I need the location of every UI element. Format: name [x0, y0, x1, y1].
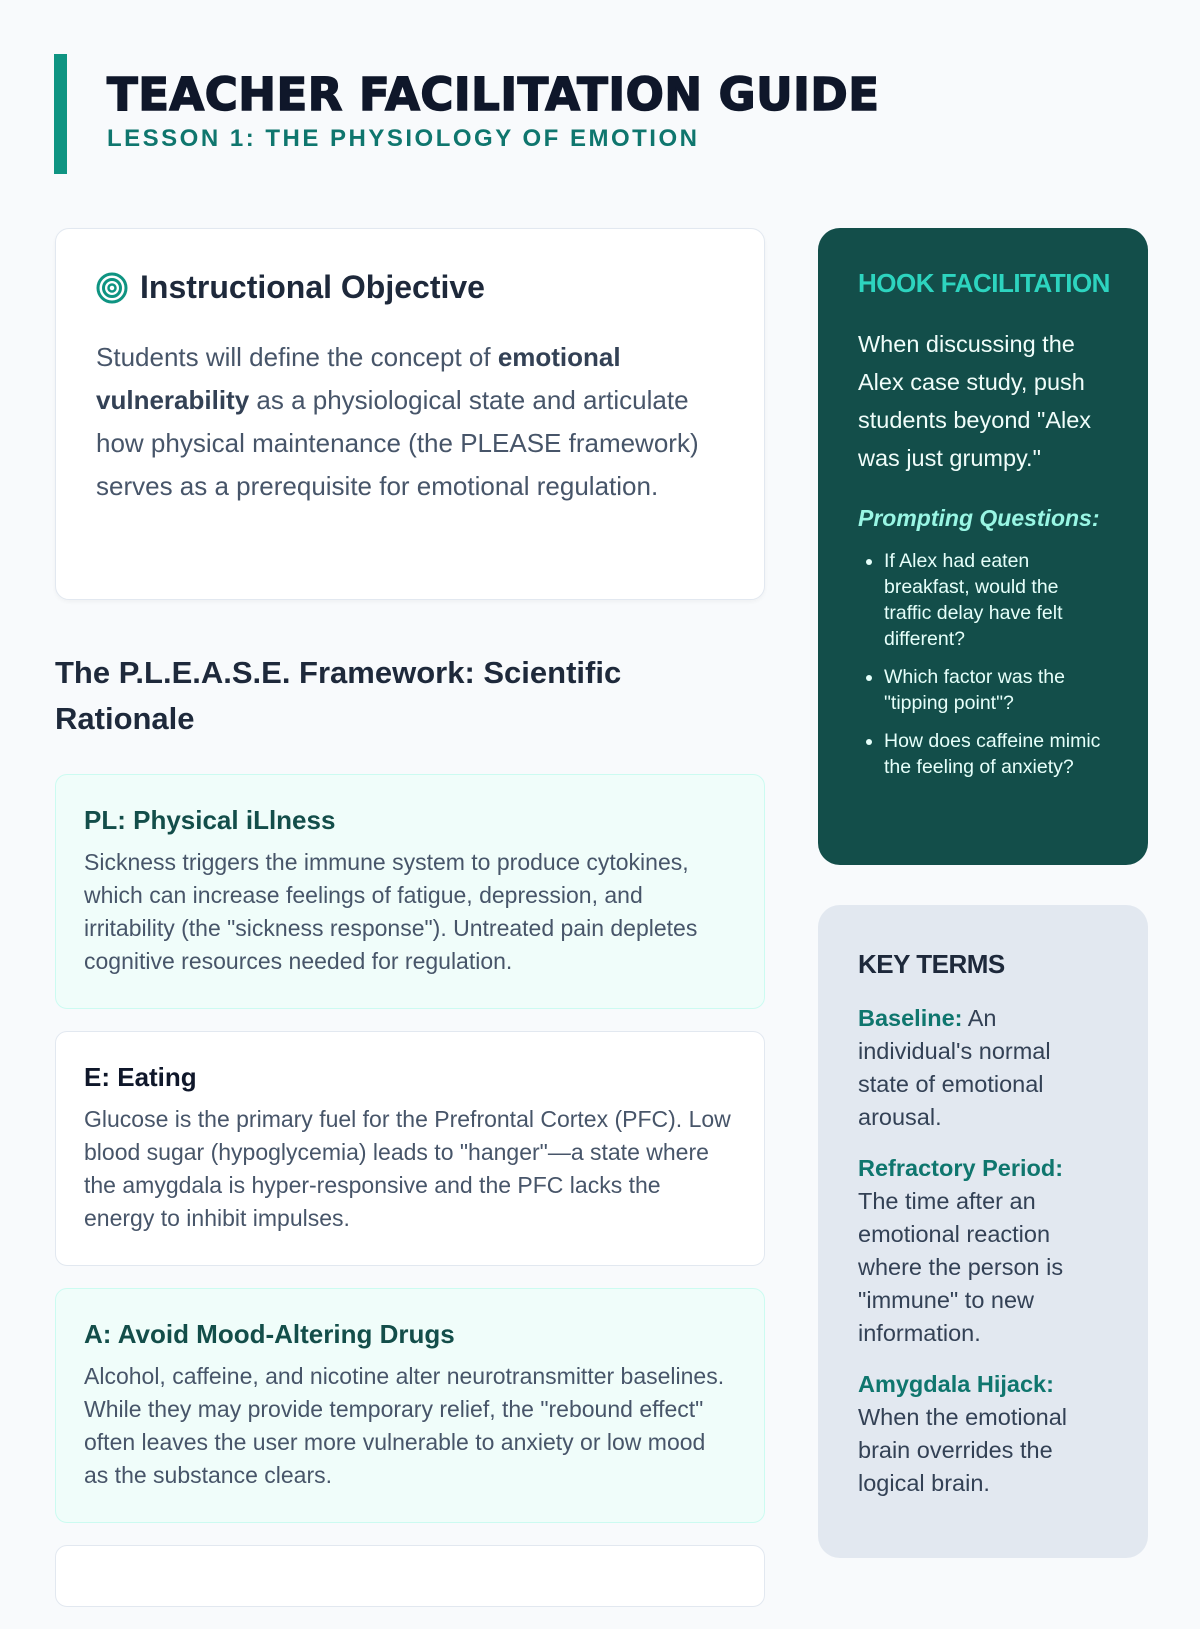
- hook-title: HOOK FACILITATION: [858, 268, 1110, 298]
- key-term: [858, 1152, 1108, 1350]
- objective-heading: [96, 269, 724, 306]
- page-title: TEACHER FACILITATION GUIDE: [107, 68, 880, 121]
- card-text: Sickness triggers the immune system to produce cytokines, which can increase feelings of fatigue, depression, and irritability (the "sickness response"). Untreated pain depletes cognitive resources needed for regulation.: [84, 849, 698, 974]
- list-item: • How does caffeine mimic the feeling of anxiety?: [884, 728, 1110, 780]
- key-term: [858, 1368, 1108, 1500]
- term-name: Amygdala Hijack:: [858, 1371, 1054, 1397]
- prompting-questions-label: Prompting Questions:: [858, 505, 1100, 531]
- card-title: E: Eating: [84, 1062, 197, 1092]
- term-definition: When the emotional brain overrides the logical brain.: [858, 1404, 1068, 1496]
- prompting-questions-list: [858, 548, 1110, 780]
- framework-card-physical-illness: [55, 774, 765, 1009]
- target-icon: [96, 272, 128, 304]
- card-text: Glucose is the primary fuel for the Prefrontal Cortex (PFC). Low blood sugar (hypoglycemia) leads to "hanger"—a state where the amygdala is hyper-responsive and the PFC lacks the energy to inhibit impulses.: [84, 1106, 731, 1231]
- framework-card-avoid-drugs: [55, 1288, 765, 1523]
- list-item: • Which factor was the "tipping point"?: [884, 664, 1110, 716]
- page-header: [54, 54, 879, 174]
- key-terms-card: [818, 905, 1148, 1558]
- objective-text-part: Students will define the concept of: [96, 342, 498, 372]
- objective-card: [55, 228, 765, 600]
- list-item: • If Alex had eaten breakfast, would the traffic delay have felt different?: [884, 548, 1110, 652]
- term-name: Baseline:: [858, 1005, 963, 1031]
- main-column: [55, 228, 765, 1629]
- term-definition: The time after an emotional reaction where the person is "immune" to new information.: [858, 1188, 1064, 1346]
- objective-text-part: as a physiological state and articulate how physical maintenance (the PLEASE framework) serves as a prerequisite for emotional regulation.: [96, 385, 699, 501]
- objective-text: [96, 336, 724, 508]
- card-text: Alcohol, caffeine, and nicotine alter neurotransmitter baselines. While they may provide temporary relief, the "rebound effect" often leaves the user more vulnerable to anxiety or low mood as the substance clears.: [84, 1363, 725, 1488]
- hook-facilitation-card: [818, 228, 1148, 865]
- card-title: A: Avoid Mood-Altering Drugs: [84, 1319, 455, 1349]
- key-terms-title: KEY TERMS: [858, 949, 1005, 979]
- framework-heading: The P.L.E.A.S.E. Framework: Scientific Rationale: [55, 655, 622, 736]
- page-subtitle: LESSON 1: THE PHYSIOLOGY OF EMOTION: [107, 125, 700, 152]
- hook-intro: When discussing the Alex case study, push students beyond "Alex was just grumpy.": [858, 331, 1092, 471]
- card-title: PL: Physical iLlness: [84, 805, 336, 835]
- sidebar: [818, 228, 1148, 1558]
- term-definition: An individual's normal state of emotional arousal.: [858, 1005, 1051, 1130]
- term-name: Refractory Period:: [858, 1155, 1064, 1181]
- framework-card-eating: [55, 1031, 765, 1266]
- key-term: [858, 1002, 1108, 1134]
- objective-key-concept: emotional vulnerability: [96, 342, 621, 415]
- objective-title: Instructional Objective: [140, 269, 485, 305]
- framework-card-next: [55, 1545, 765, 1607]
